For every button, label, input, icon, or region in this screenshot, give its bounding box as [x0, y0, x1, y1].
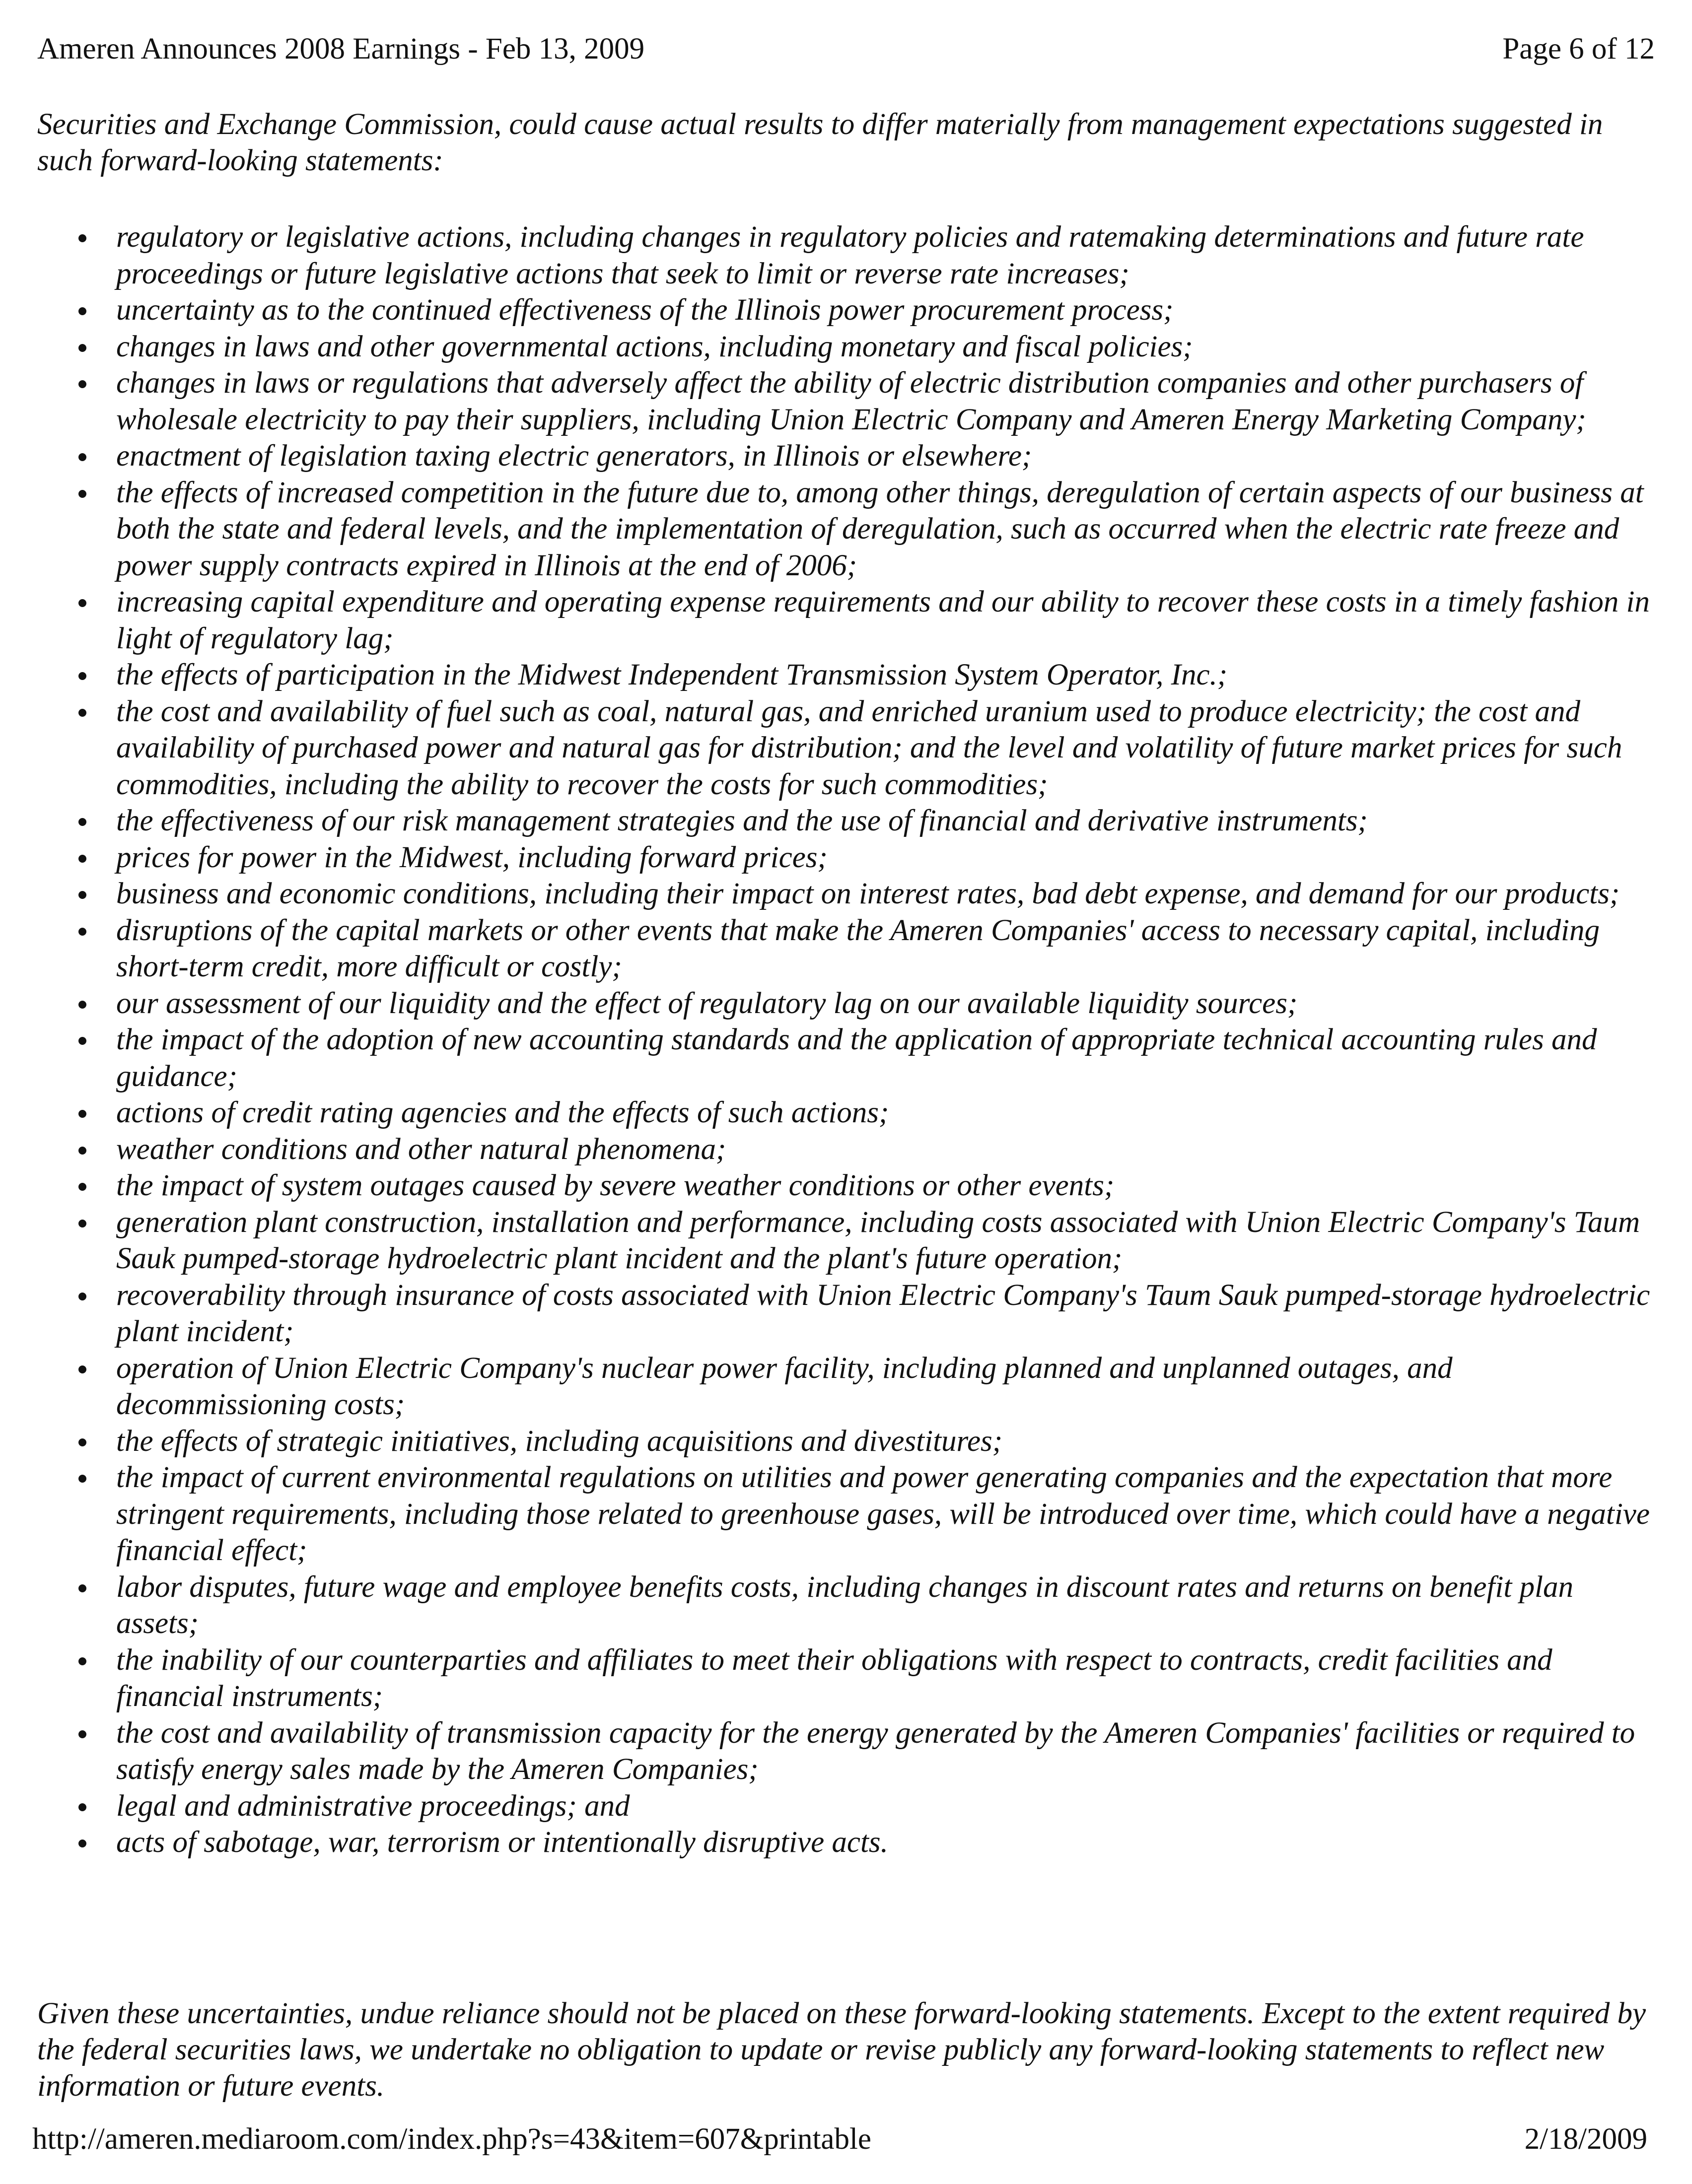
list-item: the effects of strategic initiatives, including acquisitions and divestitures; — [116, 1423, 1655, 1460]
document-title: Ameren Announces 2008 Earnings - Feb 13, 2009 — [37, 32, 645, 66]
list-item: generation plant construction, installation and performance, including costs associated with Union Electric Company's Taum Sauk pumped-storage hydroelectric plant incident and the plant's future operation; — [116, 1204, 1655, 1277]
list-item: the cost and availability of fuel such as coal, natural gas, and enriched uranium used to produce electricity; the cost and availability of purchased power and natural gas for distribution; and the level and volatility of future market prices for such commodities, including the ability to recover the costs for such commodities; — [116, 693, 1655, 803]
intro-paragraph: Securities and Exchange Commission, could cause actual results to differ materially from management expectations suggested in such forward-looking statements: — [37, 108, 1603, 177]
list-item: changes in laws or regulations that adversely affect the ability of electric distribution companies and other purchasers of wholesale electricity to pay their suppliers, including Union Electric Company and Ameren Energy Marketing Company; — [116, 365, 1655, 438]
list-item: increasing capital expenditure and operating expense requirements and our ability to recover these costs in a timely fashion in light of regulatory lag; — [116, 584, 1655, 657]
list-item: our assessment of our liquidity and the effect of regulatory lag on our available liquidity sources; — [116, 985, 1655, 1022]
closing-paragraph: Given these uncertainties, undue reliance should not be placed on these forward-looking statements. Except to the extent required by the federal securities laws, we undertake no obligation to update or revise publicly any forward-looking statements to reflect new information or future events. — [37, 1997, 1646, 2103]
page-footer — [32, 2122, 1647, 2157]
list-item: regulatory or legislative actions, including changes in regulatory policies and ratemaking determinations and future rate proceedings or future legislative actions that seek to limit or reverse rate increases; — [116, 219, 1655, 292]
list-item: labor disputes, future wage and employee benefits costs, including changes in discount rates and returns on benefit plan assets; — [116, 1569, 1655, 1642]
list-item: enactment of legislation taxing electric generators, in Illinois or elsewhere; — [116, 438, 1655, 475]
list-item: the impact of current environmental regulations on utilities and power generating companies and the expectation that more stringent requirements, including those related to greenhouse gases, will be introduced over time, which could have a negative financial effect; — [116, 1459, 1655, 1569]
list-item: the impact of system outages caused by severe weather conditions or other events; — [116, 1167, 1655, 1204]
list-item: disruptions of the capital markets or other events that make the Ameren Companies' access to necessary capital, including short-term credit, more difficult or costly; — [116, 912, 1655, 985]
list-item: the cost and availability of transmission capacity for the energy generated by the Ameren Companies' facilities or required to satisfy energy sales made by the Ameren Companies; — [116, 1715, 1655, 1788]
page-header — [37, 32, 1655, 67]
list-item: legal and administrative proceedings; and — [116, 1788, 1655, 1825]
risk-factor-list — [70, 219, 1655, 1861]
list-item: uncertainty as to the continued effectiveness of the Illinois power procurement process; — [116, 292, 1655, 329]
list-item: changes in laws and other governmental actions, including monetary and fiscal policies; — [116, 329, 1655, 365]
list-item: the impact of the adoption of new accounting standards and the application of appropriate technical accounting rules and guidance; — [116, 1022, 1655, 1094]
list-item: weather conditions and other natural phenomena; — [116, 1131, 1655, 1168]
list-item: the effectiveness of our risk management strategies and the use of financial and derivative instruments; — [116, 803, 1655, 839]
list-item: business and economic conditions, including their impact on interest rates, bad debt expense, and demand for our products; — [116, 876, 1655, 912]
list-item: prices for power in the Midwest, including forward prices; — [116, 839, 1655, 876]
list-item: the effects of increased competition in the future due to, among other things, deregulation of certain aspects of our business at both the state and federal levels, and the implementation of deregulation, such as occurred when the electric rate freeze and power supply contracts expired in Illinois at the end of 2006; — [116, 475, 1655, 584]
print-date: 2/18/2009 — [1524, 2122, 1647, 2156]
list-item: acts of sabotage, war, terrorism or intentionally disruptive acts. — [116, 1824, 1655, 1861]
list-item: recoverability through insurance of costs associated with Union Electric Company's Taum Sauk pumped-storage hydroelectric plant incident; — [116, 1277, 1655, 1350]
page-number: Page 6 of 12 — [1502, 32, 1655, 66]
list-item: actions of credit rating agencies and the effects of such actions; — [116, 1094, 1655, 1131]
source-url: http://ameren.mediaroom.com/index.php?s=43&item=607&printable — [32, 2122, 872, 2156]
list-item: the effects of participation in the Midwest Independent Transmission System Operator, Inc.; — [116, 657, 1655, 693]
list-item: operation of Union Electric Company's nuclear power facility, including planned and unplanned outages, and decommissioning costs; — [116, 1350, 1655, 1423]
list-item: the inability of our counterparties and affiliates to meet their obligations with respect to contracts, credit facilities and financial instruments; — [116, 1642, 1655, 1715]
